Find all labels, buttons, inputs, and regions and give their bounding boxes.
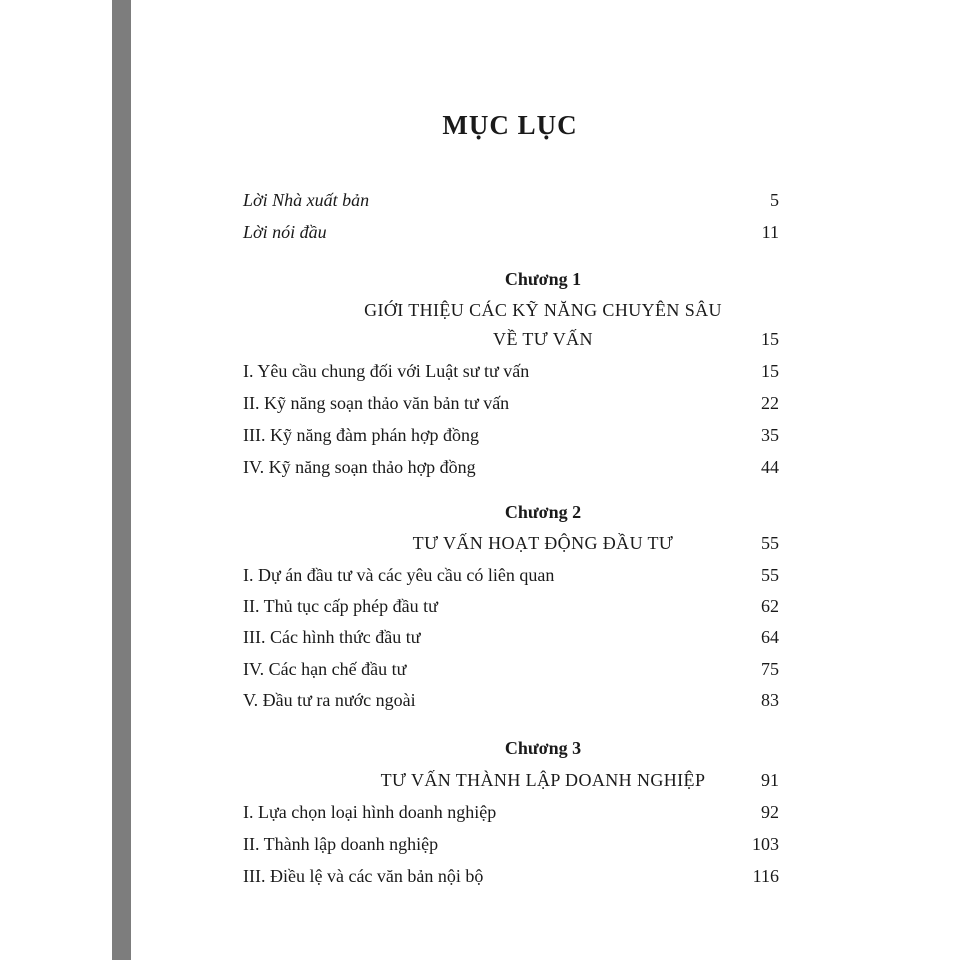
toc-entry-title: III. Điều lệ và các văn bản nội bộ <box>243 866 484 886</box>
toc-entry-page: 62 <box>761 596 779 616</box>
toc-entry-page: 92 <box>761 802 779 822</box>
toc-entry <box>243 422 779 448</box>
toc-entry-title: IV. Kỹ năng soạn thảo hợp đồng <box>243 457 476 477</box>
chapter-3-label: Chương 3 <box>504 738 582 758</box>
toc-entry-title: Lời nói đầu <box>243 222 327 242</box>
toc-entry <box>243 687 779 713</box>
toc-entry <box>243 799 779 825</box>
toc-entry-page: 15 <box>761 361 779 381</box>
toc-entry-page: 83 <box>761 690 779 710</box>
toc-entry <box>243 454 779 480</box>
toc-entry-title: IV. Các hạn chế đầu tư <box>243 659 407 679</box>
chapter-1-title-line-1: GIỚI THIỆU CÁC KỸ NĂNG CHUYÊN SÂU <box>364 300 722 320</box>
toc-entry-title: II. Kỹ năng soạn thảo văn bản tư vấn <box>243 393 510 413</box>
page-binding-edge <box>112 0 131 960</box>
toc-entry-title: II. Thủ tục cấp phép đầu tư <box>243 596 438 616</box>
chapter-1-title-line-2: VỀ TƯ VẤN <box>493 329 593 349</box>
toc-entry-title: Lời Nhà xuất bản <box>243 190 370 210</box>
toc-entry-title: III. Các hình thức đầu tư <box>243 627 421 647</box>
chapter-3-page: 91 <box>761 770 779 790</box>
toc-entry <box>243 656 779 682</box>
toc-entry <box>243 562 779 588</box>
chapter-2-page: 55 <box>761 533 779 553</box>
toc-entry-publisher-note <box>243 187 779 213</box>
toc-entry-page: 5 <box>770 190 779 210</box>
toc-entry-title: I. Yêu cầu chung đối với Luật sư tư vấn <box>243 361 530 381</box>
toc-entry-title: I. Lựa chọn loại hình doanh nghiệp <box>243 802 497 822</box>
toc-entry-page: 103 <box>752 834 779 854</box>
toc-entry-page: 55 <box>761 565 779 585</box>
toc-entry <box>243 624 779 650</box>
toc-entry <box>243 358 779 384</box>
chapter-1-label: Chương 1 <box>504 269 582 289</box>
chapter-1-page: 15 <box>761 329 779 349</box>
toc-entry-page: 116 <box>752 866 779 886</box>
toc-entry-page: 75 <box>761 659 779 679</box>
chapter-3-title-line-1: TƯ VẤN THÀNH LẬP DOANH NGHIỆP <box>380 770 706 790</box>
chapter-2-title-line-1: TƯ VẤN HOẠT ĐỘNG ĐẦU TƯ <box>412 533 674 553</box>
toc-entry-page: 64 <box>761 627 779 647</box>
toc-entry-page: 44 <box>761 457 779 477</box>
toc-entry <box>243 593 779 619</box>
toc-entry <box>243 863 779 889</box>
toc-entry-preface <box>243 219 779 245</box>
toc-entry-title: III. Kỹ năng đàm phán hợp đồng <box>243 425 479 445</box>
toc-entry-page: 11 <box>761 222 779 242</box>
chapter-2-label: Chương 2 <box>504 502 582 522</box>
toc-entry-page: 22 <box>761 393 779 413</box>
toc-entry-title: I. Dự án đầu tư và các yêu cầu có liên quan <box>243 565 555 585</box>
toc-entry-title: II. Thành lập doanh nghiệp <box>243 834 439 854</box>
toc-entry <box>243 390 779 416</box>
toc-entry-title: V. Đầu tư ra nước ngoài <box>243 690 416 710</box>
toc-heading: MỤC LỤC <box>442 110 578 140</box>
toc-entry <box>243 831 779 857</box>
toc-entry-page: 35 <box>761 425 779 445</box>
